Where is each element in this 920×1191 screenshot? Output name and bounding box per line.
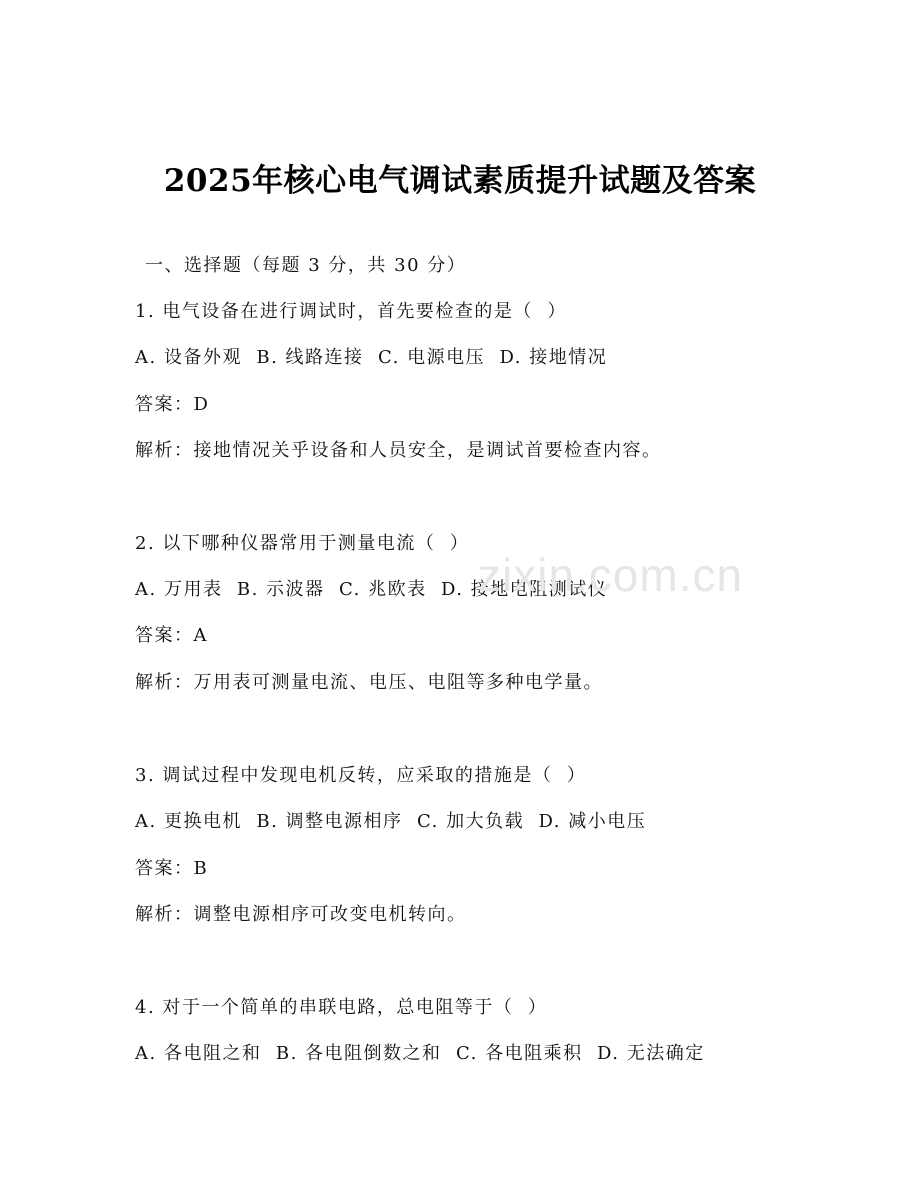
watermark: zixin.com.cn (478, 549, 744, 601)
question-2-options: A. 万用表 B. 示波器 C. 兆欧表 D. 接地电阻测试仪 (135, 579, 608, 600)
section-heading: 一、选择题（每题 3 分，共 30 分） (145, 255, 467, 276)
question-4-text: 4. 对于一个简单的串联电路，总电阻等于（ ） (135, 997, 548, 1018)
question-3-text: 3. 调试过程中发现电机反转，应采取的措施是（ ） (135, 765, 587, 786)
question-2-analysis: 解析：万用表可测量电流、电压、电阻等多种电学量。 (135, 672, 603, 693)
question-1-answer: 答案：D (135, 394, 210, 415)
question-3-options: A. 更换电机 B. 调整电源相序 C. 加大负载 D. 减小电压 (135, 811, 647, 832)
question-4-options: A. 各电阻之和 B. 各电阻倒数之和 C. 各电阻乘积 D. 无法确定 (135, 1043, 705, 1064)
question-2-text: 2. 以下哪种仪器常用于测量电流（ ） (135, 533, 470, 554)
document-title: 2025年核心电气调试素质提升试题及答案 (163, 163, 757, 199)
question-3-analysis: 解析：调整电源相序可改变电机转向。 (135, 904, 467, 925)
question-1-analysis: 解析：接地情况关乎设备和人员安全，是调试首要检查内容。 (135, 440, 662, 461)
question-2-answer: 答案：A (135, 625, 208, 646)
question-1-options: A. 设备外观 B. 线路连接 C. 电源电压 D. 接地情况 (135, 347, 608, 368)
question-1-text: 1. 电气设备在进行调试时，首先要检查的是（ ） (135, 301, 567, 322)
question-3-answer: 答案：B (135, 858, 209, 879)
